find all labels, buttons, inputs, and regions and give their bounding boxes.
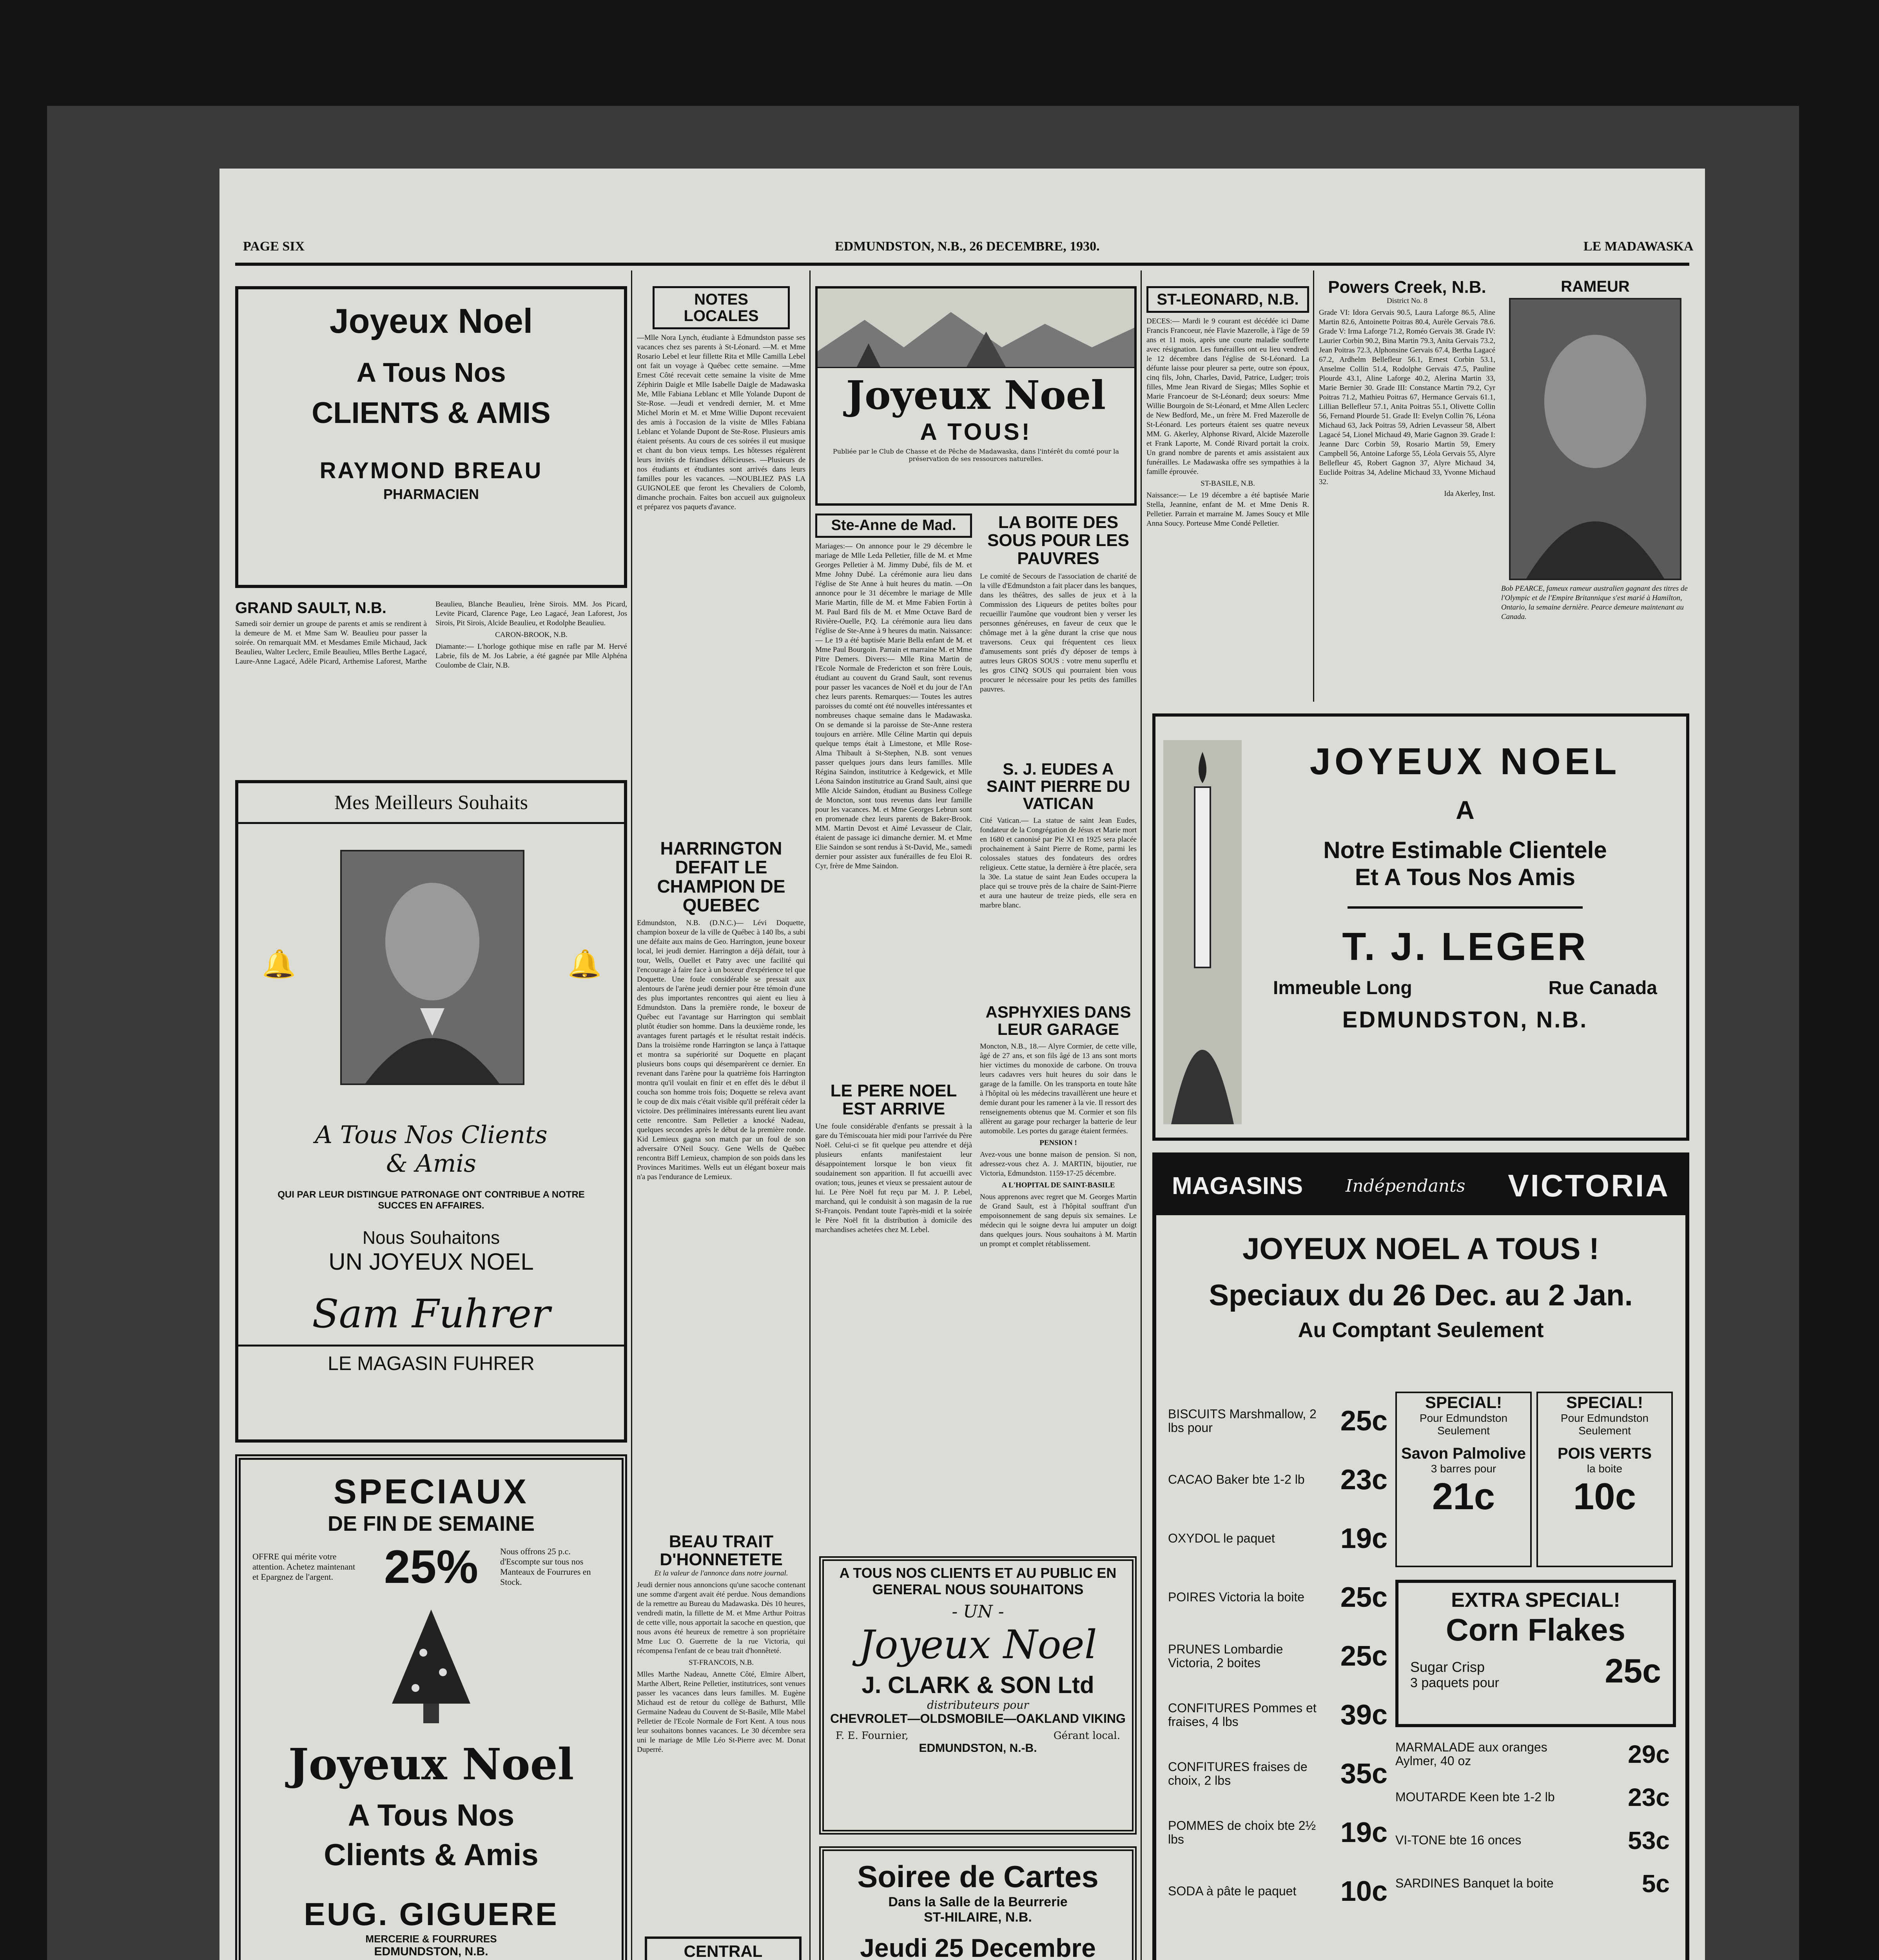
paper-name: LE MADAWASKA bbox=[1583, 239, 1694, 254]
pois-verts-special-item: POIS VERTS bbox=[1557, 1445, 1652, 1462]
leger-ad-name: T. J. LEGER bbox=[1342, 925, 1588, 969]
grand-sault-text: Samedi soir dernier un groupe de parents et amis se rendirent à la demeure de M. et Mme Sam W. Beaulieu pour passer la soirée. On remarquait MM. et Mesdames Emile Michaud, Jack Beaulieu, Walter Leclerc, Emile Beaulieu, Mlles Berthe Lagacé, Laure-Anne Lagacé, Adèle Picard, Arthemise Laforest, Marthe Beaulieu, Blanche Beaulieu, Irène Sirois. MM. Jos Picard, Levite Picard, Clarence Page, Leo Lagacé, Jean Laforest, Jos Sirois, Pit Sirois, Alcide Beaulieu, et Rodolphe Beaulieu. bbox=[235, 600, 627, 666]
powers-creek-heading: Powers Creek, N.B. bbox=[1328, 278, 1486, 297]
eudes-text: Cité Vatican.— La statue de saint Jean Eudes, fondateur de la Congrégation de Jésus et Marie mort en 1680 et canonisé par Pie XI en 1925 sera placée prochainement à Saint Pierre de Rome, parmi les colossales statues des fondateurs des ordres religieux. Cette statue, la dernière à être placée, sera la 30e. La statue de saint Jean Eudes occupera la place qui se trouve près de la chaire de Saint-Pierre et aura une hauteur de treize pieds, elle sera en marbre blanc. bbox=[980, 817, 1137, 910]
leger-ad-title: JOYEUX NOEL bbox=[1309, 740, 1621, 782]
grocery-item-name: POIRES Victoria la boite bbox=[1168, 1590, 1305, 1604]
bob-pearce-photo bbox=[1509, 298, 1681, 580]
leger-ad-street: Rue Canada bbox=[1548, 978, 1657, 998]
eudes-heading: S. J. EUDES A SAINT PIERRE DU VATICAN bbox=[986, 760, 1130, 813]
grocery-item-price: 39c bbox=[1340, 1699, 1387, 1731]
grocery-item bbox=[1168, 1450, 1387, 1509]
column-divider bbox=[809, 270, 811, 1960]
grand-sault-article bbox=[235, 600, 627, 768]
asphyxies-text: Moncton, N.B., 18.— Alyre Cormier, de cette ville, âgé de 27 ans, et son fils âgé de 13 ans sont morts hier victimes du monoxide de carbone. On trouva leurs cadavres vers huit heures du soir dans le garage de la famille. On les transporta en toute hâte à l'hôpital où les médecins travaillèrent une heure et demie durant pour les ramener à la vie. Il ressort des renseignements obtenus que M. Cormier et son fils allèrent au garage pour recharger la batterie de leur automobile. Les portes du garage étaient fermées. bbox=[980, 1042, 1137, 1136]
victoria-ad-sub: Speciaux du 26 Dec. au 2 Jan. bbox=[1209, 1279, 1633, 1312]
central-cash-head1: CENTRAL bbox=[684, 1942, 763, 1960]
leger-ad-address: Immeuble Long bbox=[1273, 978, 1412, 998]
giguere-ad-subheading: DE FIN DE SEMAINE bbox=[327, 1512, 535, 1535]
grocery-item-name: BISCUITS Marshmallow, 2 lbs pour bbox=[1168, 1406, 1317, 1435]
corn-flakes-special-item: Corn Flakes bbox=[1446, 1612, 1625, 1647]
st-francois-heading: ST-FRANCOIS, N.B. bbox=[688, 1659, 754, 1667]
bell-icon: 🔔 bbox=[568, 948, 602, 980]
grand-sault-heading: GRAND SAULT, N.B. bbox=[235, 600, 386, 617]
fuhrer-ad-wish2: UN JOYEUX NOEL bbox=[328, 1249, 534, 1275]
leger-ad bbox=[1152, 713, 1689, 1141]
grocery-item bbox=[1168, 1686, 1387, 1744]
powers-creek-district: District No. 8 bbox=[1387, 297, 1427, 305]
grocery-item bbox=[1168, 1568, 1387, 1627]
fuhrer-ad bbox=[235, 780, 627, 1443]
victoria-ad-cash: Au Comptant Seulement bbox=[1298, 1318, 1544, 1342]
victoria-ad-title: JOYEUX NOEL A TOUS ! bbox=[1242, 1231, 1600, 1266]
giguere-ad-right: Nous offrons 25 p.c. d'Escompte sur tous nos Manteaux de Fourrures en Stock. bbox=[500, 1546, 591, 1587]
grocery-item-price: 19c bbox=[1340, 1817, 1387, 1848]
giguere-ad-left: OFFRE qui mérite votre attention. Achetez maintenant et Epargnez de l'argent. bbox=[252, 1552, 355, 1582]
beau-trait-lead: Et la valeur de l'annonce dans notre journal. bbox=[654, 1569, 788, 1578]
grocery-item bbox=[1395, 1819, 1670, 1862]
grocery-item-price: 53c bbox=[1628, 1826, 1670, 1855]
grocery-item bbox=[1168, 1509, 1387, 1568]
pension-text: Avez-vous une bonne maison de pension. Si non, adressez-vous chez A. J. MARTIN, bijoutier, rue Victoria, Edmundston. 1159-17-25 décembre. bbox=[980, 1151, 1137, 1178]
column-divider bbox=[631, 270, 632, 1960]
breau-ad-line2: CLIENTS & AMIS bbox=[312, 396, 551, 430]
sam-fuhrer-portrait bbox=[340, 850, 524, 1085]
grocery-item-price: 35c bbox=[1340, 1758, 1387, 1789]
grocery-item-price: 5c bbox=[1641, 1869, 1670, 1898]
fuhrer-ad-heading: Mes Meilleurs Souhaits bbox=[238, 783, 624, 824]
powers-creek-article bbox=[1319, 278, 1495, 702]
giguere-ad-line2: Clients & Amis bbox=[324, 1837, 539, 1872]
pois-verts-special-price: 10c bbox=[1573, 1475, 1636, 1517]
grocery-item-name: MOUTARDE Keen bte 1-2 lb bbox=[1395, 1790, 1555, 1804]
clark-ad-un: - UN - bbox=[952, 1602, 1004, 1622]
pois-verts-special-head: SPECIAL! bbox=[1566, 1393, 1643, 1412]
palmolive-special-qty: 3 barres pour bbox=[1431, 1463, 1496, 1475]
victoria-banner-left: MAGASINS bbox=[1172, 1172, 1303, 1200]
eudes-article bbox=[980, 760, 1137, 996]
giguere-ad bbox=[235, 1454, 627, 1960]
giguere-ad-sub2: EDMUNDSTON, N.B. bbox=[374, 1945, 488, 1958]
corn-flakes-special-sub: Sugar Crisp bbox=[1410, 1659, 1485, 1675]
grocery-item bbox=[1168, 1627, 1387, 1686]
breau-ad-title: Joyeux Noel bbox=[329, 301, 533, 340]
corn-flakes-special-qty: 3 paquets pour bbox=[1410, 1675, 1499, 1690]
fuhrer-ad-store: LE MAGASIN FUHRER bbox=[238, 1345, 624, 1375]
st-leonard-heading: ST-LEONARD, N.B. bbox=[1146, 286, 1309, 313]
grocery-item bbox=[1395, 1862, 1670, 1905]
powers-creek-text: Grade VI: Idora Gervais 90.5, Laura Laforge 86.5, Aline Martin 82.6, Antoinette Poitras 80.4, Aurèle Gervais 78.6. Grade V: Irma Laforge 71.2, Roméo Gervais 38. Grade IV: Laurier Corbin 90.2, Bina Martin 79.3, Anita Gervais 73.2, Jean Poitras 72.3, Alphonsine Gervais 67.4, Bertha Lagacé 67.2, Ardhelm Bellefleur 56.1, Ernest Corbin 53.1, Anselme Collin 51.4, Rodolphe Gervais 47.5, Pauline Plourde 43.1, Aline Laforge 40.2, Alerina Martin 33, Marie Bernier 30. Grade III: Constance Martin 79.2, Cyr Poitras 71.2, Mathieu Poitras 67, Hermance Gervais 61.1, Lillian Bellefleur 57.1, Anita Poitras 55.1, Olivette Collin 56, Fernand Plourde 51. Grade II: Evelyn Collin 76, Léona Michaud 63, Jack Poitras 59, Adrien Levasseur 58, Albert Lagacé 54, Lionel Michaud 49, Marie Gagnon 39. Grade I: Jeanne Darc Corbin 59, Rosario Martin 59, Emery Campbell 56, Antoine Laforge 55, Léola Gervais 55, Alyre Bellefleur 45, Robert Gagnon 37, Alyre Michaud 34, Euclide Poitras 34, Adeline Michaud 33, Yvonne Michaud 32. bbox=[1319, 309, 1495, 486]
soiree-ad bbox=[819, 1846, 1137, 1960]
palmolive-special-price: 21c bbox=[1432, 1475, 1495, 1517]
corn-flakes-special bbox=[1395, 1580, 1676, 1727]
christmas-tree-icon bbox=[380, 1606, 482, 1731]
rameur-heading: RAMEUR bbox=[1561, 278, 1630, 295]
palmolive-special-head: SPECIAL! bbox=[1425, 1393, 1502, 1412]
giguere-ad-discount: 25% bbox=[384, 1541, 479, 1593]
rameur-caption: Bob PEARCE, fameux rameur australien gagnant des titres de l'Olympic et de l'Empire Britannique s'est marié à Hamilton, Ontario, la semaine dernière. Pearce demeure maintenant au Canada. bbox=[1501, 584, 1688, 621]
palmolive-special-item: Savon Palmolive bbox=[1401, 1445, 1526, 1462]
breau-ad-line1: A Tous Nos bbox=[356, 357, 506, 388]
beau-trait-heading: BEAU TRAIT D'HONNETETE bbox=[660, 1533, 783, 1570]
leger-ad-rule bbox=[1348, 906, 1583, 909]
pere-noel-text: Une foule considérable d'enfants se pressait à la gare du Témiscouata hier midi pour l'arrivée du Père Noël. Celui-ci se fit quelque peu attendre et déjà plusieurs enfants manifestaient leur désappointement lorsque le bon vieux fit soudainement son apparition. Il fut accueilli avec ovation; tous, jeunes et vieux se pressaient autour de lui. Le Père Noël fut reçu par M. J. P. Lebel, marchand, qui le conduisit à son magasin de la rue St-François. Pendant toute l'après-midi et la soirée le Père Noël fit la distribution à domicile des marchandises achetées chez M. Lebel. bbox=[815, 1122, 972, 1234]
giguere-ad-name: EUG. GIGUERE bbox=[304, 1896, 559, 1932]
beau-trait-text: Jeudi dernier nous annoncions qu'une sacoche contenant une somme d'argent avait été perdue. Nous demandions de la remettre au Bureau du Madawaska. Dès 10 heures, vendredi matin, la fillette de M. et Mme Arthur Poitras de cette ville, nous apportait la sacoche en question, que nous avons été heureux de remettre à son propriétaire Mme Luc O. Guerrette de la rue Victoria, qui récompensa l'enfant de ce beau trait d'honnêteté. bbox=[637, 1581, 805, 1655]
clark-ad-manager-title: Gérant local. bbox=[1053, 1730, 1120, 1742]
notes-locales-article bbox=[637, 286, 805, 831]
column-divider bbox=[1313, 270, 1314, 702]
palmolive-special bbox=[1395, 1392, 1532, 1567]
grocery-item bbox=[1168, 1862, 1387, 1921]
clark-ad-brands: CHEVROLET—OLDSMOBILE—OAKLAND VIKING bbox=[830, 1711, 1126, 1726]
grocery-item-price: 23c bbox=[1340, 1464, 1387, 1495]
grocery-item-name: VI-TONE bte 16 onces bbox=[1395, 1833, 1522, 1847]
victoria-banner-right: VICTORIA bbox=[1508, 1168, 1670, 1203]
notes-locales-heading: NOTES LOCALES bbox=[653, 286, 790, 329]
giguere-ad-heading: SPECIAUX bbox=[334, 1472, 529, 1511]
notes-locales-text: —Mlle Nora Lynch, étudiante à Edmundston passe ses vacances chez ses parents à St-Léonard. —M. et Mme Rosario Lebel et leur fillette Rita et Mlle Camilla Lebel ont fait un voyage à Québec cette semaine. —Mme Ernest Côté recevait cette semaine la visite de Mme Zéphirin Daigle et Mlle Isabelle Daigle de Madawaska Me, Mlle Fabiana Leblanc et Mlle Yolande Dupont de Ste-Rose. —Jeudi et vendredi dernier, M. et Mme Michel Morin et M. et Mme Willie Dupont recevaient des amis à l'occasion de la visite de Mlles Fabiana Leblanc et Yolande Dupont de Ste-Rose. Plusieurs amis étaient présents. Au cours de ces soirées il eut musique et chant du bon vieux temps. Les hôtesses régalèrent leurs invités de friandises délicieuses. —Plusieurs de nos étudiants et étudiantes sont arrivés dans leurs familles pour les vacances. —NOUBLIEZ PAS LA GUIGNOLEE que feront les Chevaliers de Colomb, dimanche prochain. Faites bon accueil aux guignoleux et préparez vos paquets d'avance. bbox=[637, 334, 805, 511]
ste-anne-article bbox=[815, 514, 972, 1078]
pere-noel-heading: LE PERE NOEL EST ARRIVE bbox=[830, 1082, 957, 1119]
harrington-heading: HARRINGTON DEFAIT LE CHAMPION DE QUEBEC bbox=[657, 839, 785, 915]
grocery-item-name: POMMES de choix bte 2½ lbs bbox=[1168, 1818, 1316, 1846]
grocery-item bbox=[1168, 1803, 1387, 1862]
st-francois-text: Mlles Marthe Nadeau, Annette Côté, Elmire Albert, Marthe Albert, Reine Pelletier, institutrices, sont venues passer les vacances dans leurs familles. M. Eugène Michaud est de retour du collège de Bathurst, Mlle Germaine Nadeau du Couvent de St-Basile, Mlle Mabel Pelletier de l'Ecole Normale de Fort Kent. A tous nous leur souhaitons bonnes vacances. Le 30 décembre sera uni le mariage de Mlle Léo St-Pierre avec M. Donat Duperré. bbox=[637, 1670, 805, 1754]
grocery-item bbox=[1168, 1392, 1387, 1450]
grand-sault-diamante: Diamante:— L'horloge gothique mise en rafle par M. Hervé Labrie, fils de M. Jos Labrie, a été gagnée par Mlle Alphéna Coulombe de Clair, N.B. bbox=[435, 642, 627, 670]
breau-ad bbox=[235, 286, 627, 588]
club-chasse-title: Joyeux Noel bbox=[846, 372, 1106, 418]
newspaper-page bbox=[219, 169, 1705, 1960]
palmolive-special-sub: Pour Edmundston Seulement bbox=[1419, 1412, 1508, 1437]
soiree-ad-sub1: Dans la Salle de la Beurrerie bbox=[888, 1895, 1068, 1909]
soiree-ad-heading: Soiree de Cartes bbox=[857, 1859, 1099, 1894]
leger-ad-city: EDMUNDSTON, N.B. bbox=[1342, 1007, 1588, 1033]
fuhrer-ad-line1: A Tous Nos Clients bbox=[315, 1120, 548, 1149]
asphyxies-heading: ASPHYXIES DANS LEUR GARAGE bbox=[985, 1004, 1131, 1039]
grocery-item-price: 10c bbox=[1340, 1876, 1387, 1907]
dateline: EDMUNDSTON, N.B., 26 DECEMBRE, 1930. bbox=[835, 239, 1100, 254]
grocery-item-price: 29c bbox=[1628, 1740, 1670, 1768]
fuhrer-ad-line2: & Amis bbox=[386, 1149, 477, 1178]
clark-ad-heading: A TOUS NOS CLIENTS ET AU PUBLIC EN GENERAL NOUS SOUHAITONS bbox=[839, 1565, 1117, 1597]
pois-verts-special bbox=[1536, 1392, 1673, 1567]
victoria-items-list-b bbox=[1395, 1733, 1670, 1905]
grocery-item-name: SARDINES Banquet la boite bbox=[1395, 1876, 1554, 1891]
page-number: PAGE SIX bbox=[243, 239, 305, 254]
grocery-item-price: 25c bbox=[1340, 1641, 1387, 1672]
grocery-item-price: 25c bbox=[1340, 1582, 1387, 1613]
grocery-item-name: MARMALADE aux oranges Aylmer, 40 oz bbox=[1395, 1740, 1547, 1768]
victoria-items-list bbox=[1168, 1392, 1387, 1921]
giguere-ad-sub1: MERCERIE & FOURRURES bbox=[365, 1933, 497, 1945]
fuhrer-ad-name: Sam Fuhrer bbox=[312, 1291, 550, 1337]
st-basile-text: Naissance:— Le 19 décembre a été baptisée Marie Stella, Jeannine, enfant de M. et Mme Denis R. Pelletier. Parrain et marraine M. James Soucy et Mlle Anna Soucy. Porteuse Mme Condé Pelletier. bbox=[1146, 491, 1309, 528]
grocery-item bbox=[1168, 1744, 1387, 1803]
st-leonard-article bbox=[1146, 286, 1309, 702]
grocery-item-name: CONFITURES Pommes et fraises, 4 lbs bbox=[1168, 1700, 1317, 1729]
winter-scene-illustration bbox=[818, 289, 1134, 368]
pois-verts-special-sub: Pour Edmundston Seulement bbox=[1560, 1412, 1649, 1437]
leger-ad-line2: Et A Tous Nos Amis bbox=[1355, 864, 1576, 890]
clark-ad-title: Joyeux Noel bbox=[859, 1622, 1097, 1668]
corn-flakes-special-head: EXTRA SPECIAL! bbox=[1451, 1589, 1620, 1612]
fuhrer-ad-small: QUI PAR LEUR DISTINGUE PATRONAGE ONT CONTRIBUE A NOTRE SUCCES EN AFFAIRES. bbox=[277, 1189, 585, 1211]
pois-verts-special-qty: la boite bbox=[1587, 1463, 1623, 1475]
clark-ad bbox=[819, 1556, 1137, 1835]
bell-icon: 🔔 bbox=[262, 948, 296, 980]
breau-ad-name: RAYMOND BREAU bbox=[319, 458, 543, 483]
candle-illustration bbox=[1163, 740, 1242, 1124]
st-leonard-text: DECES:— Mardi le 9 courant est décédée ici Dame Francis Francoeur, née Flavie Mazerolle, à l'âge de 59 ans et 11 mois, après une courte maladie soufferte avec résignation. Les funérailles ont eu lieu vendredi le 12 décembre dans l'église de St-Léonard. La défunte laisse pour pleurer sa perte, outre son époux, cinq fils, John, Charles, David, Patrice, Ludger; trois filles, Mme Jean Rivard de Siegas; Mlles Sophie et Marie Francoeur de St-Léonard; deux soeurs: Mme Willie Bourgoin de St-Léonard, et Mme Allen Leclerc de New Bedford, Me., un frère M. Fred Mazerolle de St-Léonard. Les porteurs étaient ses quatre neveux MM. G. Akerley, Alphonse Rivard, Alcide Mazerolle et Frank Laporte, M. Condé Rivard portait la croix. Un grand nombre de parents et amis assistaient aux funérailles. Le Madawaska offre ses sympathies à la famille éprouvée. bbox=[1146, 317, 1309, 476]
ste-anne-text: Mariages:— On annonce pour le 29 décembre le mariage de Mlle Leda Pelletier, fille de M. et Mme Georges Pelletier à M. Jimmy Dubé, fils de M. et Mme Johny Dubé. La cérémonie aura lieu dans l'église de Ste Anne à huit heures du matin. —On annonce pour le 31 décembre le mariage de Mlle Marie Martin, fille de M. et Mme Fabien Fortin à M. Paul Bard fils de M. et Mme Octave Bard de Rivière-Ouelle, P.Q. La cérémonie aura lieu dans l'église de Ste-Anne à 9 heures du matin. Naissance:— Le 19 a été baptisée Marie Bella enfant de M. et Mme Paul Bourgoin. Parrain et marraine M. et Mme Pitre Demers. Divers:— Mlle Rina Martin de l'Ecole Normale de Fredericton et son frère Louis, étudiant au couvent du Grand Sault, sont revenus pour passer les vacances de Noël et du jour de l'An chez leurs parents. Remarques:— Toutes les autres paroisses du comté ont été nouvelles intéressantes et nombreuses chaque semaine dans le Madawaska. On se demande si la paroisse de Ste-Anne restera toujours en arrière. Mlle Céline Martin qui depuis quelque temps était à Limestone, et Mlle Rose-Alma Thibault à St-Stephen, N.B. sont venues passer quelques jours dans leurs familles. Mlle Régina Saindon, institutrice à Kedgewick, et Mlle Léona Saindon institutrice au Grand Sault, ainsi que Mlle Alcide Saindon, étudiant au Business College de Moncton, sont tous revenus dans leur famille pour les vacances. M. et Mme Georges Lebrun sont en promenade chez leurs parents de Baker-Brook. MM. Martin Devost et Aimé Levasseur de Clair, étaient de passage ici dimanche dernier. M. et Mme Elie Saindon se sont rendus à St-David, Me., samedi dernier pour assister aux funérailles de feu Eloi R. Cyr, frère de Mme Saindon. bbox=[815, 542, 972, 870]
giguere-ad-line1: A Tous Nos bbox=[348, 1798, 515, 1832]
grocery-item-price: 19c bbox=[1340, 1523, 1387, 1554]
grocery-item-name: SODA à pâte le paquet bbox=[1168, 1884, 1297, 1898]
leger-ad-a: A bbox=[1456, 795, 1475, 824]
breau-ad-sub: PHARMACIEN bbox=[383, 486, 479, 502]
beau-trait-article bbox=[637, 1533, 805, 1925]
victoria-ad-banner bbox=[1156, 1156, 1685, 1215]
leger-ad-line1: Notre Estimable Clientele bbox=[1323, 837, 1607, 863]
club-chasse-credit: Publiée par le Club de Chasse et de Pêche de Madawaska, dans l'intérêt du comté pour la préservation de ses ressources naturelles. bbox=[833, 448, 1119, 463]
clark-ad-name: J. CLARK & SON Ltd bbox=[862, 1672, 1094, 1698]
grocery-item-name: PRUNES Lombardie Victoria, 2 boites bbox=[1168, 1642, 1283, 1670]
grocery-item-name: OXYDOL le paquet bbox=[1168, 1531, 1275, 1546]
boite-heading: LA BOITE DES SOUS POUR LES PAUVRES bbox=[987, 514, 1129, 568]
victoria-ad bbox=[1152, 1152, 1689, 1960]
clark-ad-city: EDMUNDSTON, N.-B. bbox=[919, 1742, 1037, 1755]
central-cash-ad bbox=[645, 1936, 802, 1960]
pension-heading: PENSION ! bbox=[1039, 1139, 1077, 1147]
clark-ad-manager: F. E. Fournier, bbox=[836, 1730, 909, 1742]
boite-article bbox=[980, 514, 1137, 757]
grocery-item bbox=[1395, 1776, 1670, 1819]
masthead-rule bbox=[235, 263, 1689, 266]
pere-noel-article bbox=[815, 1082, 972, 1278]
club-chasse-ad bbox=[815, 286, 1137, 506]
boite-text: Le comité de Secours de l'association de charité de la ville d'Edmundston a fait placer dans les banques, dans les théâtres, des salles de jeux et à la Commission des Liqueurs de petites boîtes pour recueillir l'aumône que voudront bien y verser les personnes généreuses, en faveur de ceux que le chômage met à la gêne durant la crise que nous traversons. Ceux qui fréquentent ces lieux d'amusements sont priés d'y déposer de temps à autres leurs GROS SOUS : votre menu superflu et les gros CINQ SOUS qui pourraient bien vous procurer le nécessaire pour les petits des familles pauvres. bbox=[980, 572, 1137, 693]
grocery-item-price: 23c bbox=[1628, 1783, 1670, 1811]
hopital-text: Nous apprenons avec regret que M. Georges Martin de Grand Sault, est à l'hôpital souffrant d'un empoisonnement de sang depuis six semaines. Le médecin qui le soigne devra lui amputer un doigt dans quelques jours. Nous souhaitons à M. Martin un prompt et complet rétablissement. bbox=[980, 1193, 1137, 1249]
powers-creek-signature: Ida Akerley, Inst. bbox=[1444, 490, 1495, 498]
ste-anne-heading: Ste-Anne de Mad. bbox=[815, 514, 972, 538]
soiree-ad-sub2: ST-HILAIRE, N.B. bbox=[924, 1910, 1032, 1925]
clark-ad-dist: distributeurs pour bbox=[927, 1699, 1029, 1711]
club-chasse-subtitle: A TOUS! bbox=[920, 419, 1032, 445]
grocery-item-name: CONFITURES fraises de choix, 2 lbs bbox=[1168, 1759, 1308, 1788]
harrington-article bbox=[637, 839, 805, 1529]
hopital-heading: A L'HOPITAL DE SAINT-BASILE bbox=[1001, 1181, 1115, 1190]
column-divider bbox=[1141, 270, 1142, 1960]
st-basile-heading: ST-BASILE, N.B. bbox=[1201, 479, 1255, 488]
giguere-ad-title: Joyeux Noel bbox=[288, 1739, 574, 1789]
rameur-feature bbox=[1501, 278, 1689, 702]
grocery-item-price: 25c bbox=[1340, 1405, 1387, 1437]
victoria-banner-mid: Indépendants bbox=[1345, 1176, 1465, 1196]
grand-sault-byline: CARON-BROOK, N.B. bbox=[495, 631, 568, 639]
grocery-item bbox=[1395, 1733, 1670, 1776]
corn-flakes-special-price: 25c bbox=[1605, 1652, 1661, 1690]
harrington-text: Edmundston, N.B. (D.N.C.)— Lévi Doquette, champion boxeur de la ville de Québec à 140 lbs, a subi une défaite aux mains de Geo. Harrington, jeune boxeur local, lei jeudi dernier. Harrington a déjà défait, tour à tour, Wells, Ouellet et Patry avec une facilité qui l'encourage à faire face à un boxeur d'expérience tel que Doquette. Une foule considérable se pressait aux alentours de l'arène jeudi dernier pour être témoin d'une des plus importantes rencontres qui aient eu lieu à Edmundston. Dans la première ronde, le boxeur de Québec eut l'avantage sur Harrington qui semblait plutôt étudier son homme. Dans la deuxième ronde, les avantages furent partagés et le résultat restait indécis. Dans la troisième ronde Harrington se lança à l'attaque et montra sa supériorité sur Doquette en plaçant plusieurs bons coups qui désemparèrent ce dernier. En revenant dans l'arène pour la quatrième fois Harrington montra qu'il voulait en finir et en effet dès le début il coucha son homme trois fois; Doquette se releva avant le coup de dix mais c'était visible qu'il préférait céder la victoire. Des préliminaires intéressants eurent lieu avant cette rencontre. Sam Pelletier a knocké Nadeau, quelques secondes après le début de la première ronde. Kid Lemieux gagna son match par un foul de son adversaire O'Neil Soucy. Gene Wells de Québec rencontra Biff Lemieux, champion de son poids dans les Provinces Maritimes. Wells eut un élégant boxeur mais n'a pas l'endurance de Lemieux. bbox=[637, 919, 805, 1181]
fuhrer-ad-wish1: Nous Souhaitons bbox=[362, 1227, 500, 1248]
asphyxies-article bbox=[980, 1004, 1137, 1544]
grocery-item-name: CACAO Baker bte 1-2 lb bbox=[1168, 1472, 1305, 1487]
soiree-ad-date: Jeudi 25 Decembre bbox=[860, 1933, 1096, 1960]
